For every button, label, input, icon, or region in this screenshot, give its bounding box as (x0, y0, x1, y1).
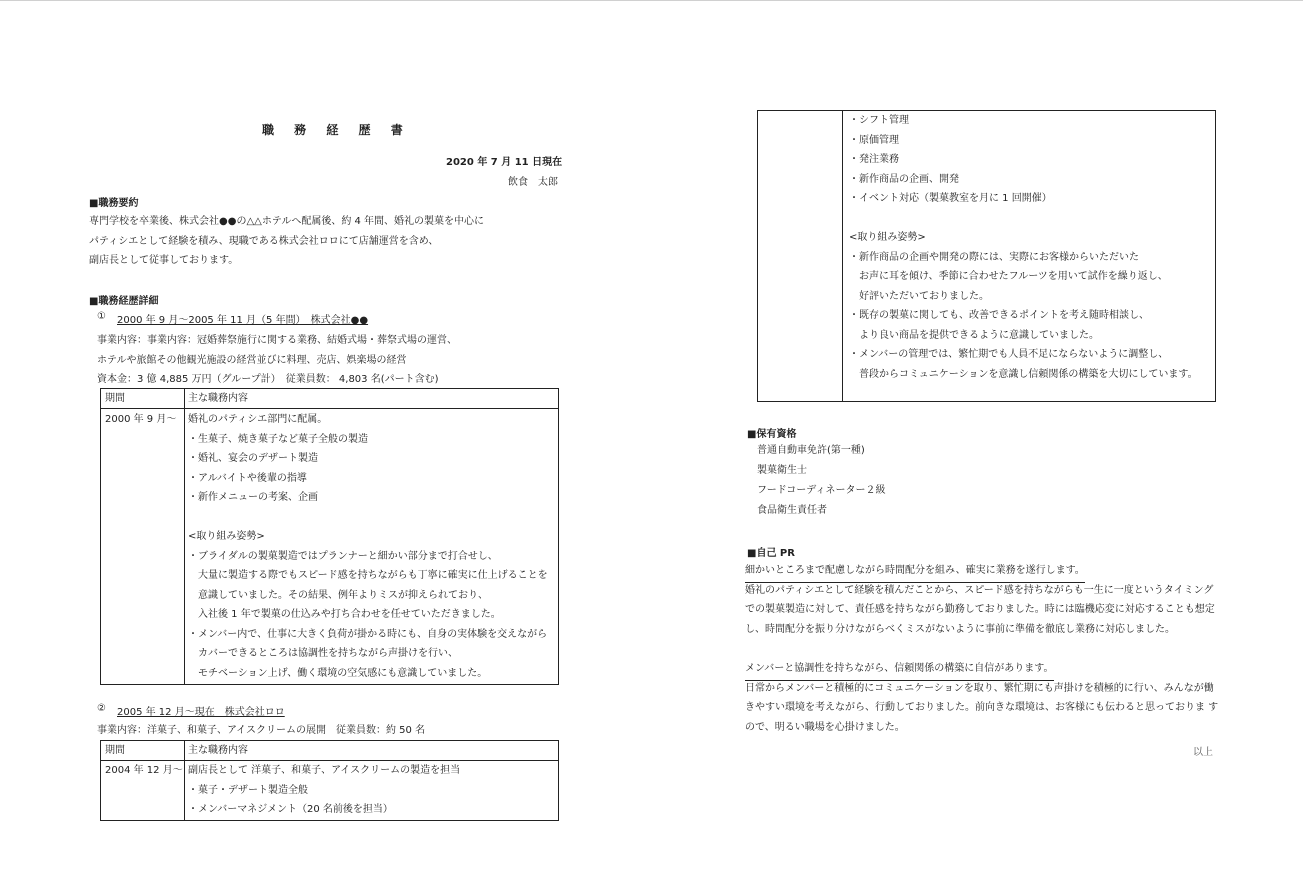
job1-number: ① (97, 311, 106, 322)
job1-desc-line: モチベーション上げ、働く環境の空気感にも意識していました。 (188, 667, 488, 679)
job1-desc-line: 入社後 1 年で製菓の仕込みや打ち合わせを任せていただきました。 (188, 609, 501, 620)
job1-desc-line: 婚礼のパティシエ部門に配属。 (188, 414, 328, 425)
job2-cont-line: ・新作商品の企画、開発 (849, 173, 959, 185)
job1-desc-line: 大量に製造する際でもスピード感を持ちながらも丁寧に確実に仕上げることを (188, 570, 548, 581)
top-border (0, 0, 1303, 1)
job2-cont-line: より良い商品を提供できるように意識していました。 (849, 329, 1099, 341)
pr-heading: ■自己 PR (747, 548, 795, 559)
qualification-item: フードコーディネーター２級 (757, 485, 886, 496)
qualification-item: 普通自動車免許(第一種) (757, 445, 865, 456)
job2-cont-line: ・イベント対応（製菓教室を月に 1 回開催） (849, 193, 1052, 204)
job1-info-line: 資本金：3 億 4,885 万円（グループ計） 従業員数： 4,803 名(パート含む) (97, 374, 439, 385)
job2-continued-period (758, 111, 843, 402)
pr-line: ので、明るい職場を心掛けました。 (745, 721, 905, 733)
job2-desc-line: ・菓子・デザート製造全般 (188, 784, 308, 796)
pr-headline (745, 659, 1218, 679)
job1-desc-line: カバーできるところは協調性を持ちながら声掛けを行い、 (188, 648, 458, 659)
job1-info-line: 事業内容：事業内容：冠婚葬祭施行に関する業務、結婚式場・葬祭式場の運営、 (97, 335, 457, 346)
job2-info-line: 事業内容：洋菓子、和菓子、アイスクリームの展開 従業員数：約 50 名 (97, 725, 426, 736)
job1-desc-line: ・婚礼、宴会のデザート製造 (188, 453, 318, 464)
job2-cont-line: ・原価管理 (849, 134, 899, 146)
job2-number: ② (97, 703, 106, 714)
job2-desc (185, 761, 559, 821)
summary-line: パティシエとして経験を積み、現職である株式会社ロロにて店舗運営を含め、 (89, 235, 439, 247)
job1-desc-line: 意識していました。その結果、例年よりミスが抑えられており、 (188, 589, 488, 601)
pr-headline (745, 561, 1215, 581)
job2-period-text: 2004 年 12 月～ (105, 765, 183, 776)
job1-desc-line: ・ブライダルの製菓製造ではプランナーと細かい部分まで打合せし、 (188, 550, 498, 562)
pr-line: での製菓製造に対して、責任感を持ちながら勤務しておりました。時には臨機応変に対応することも想定 (745, 604, 1215, 615)
job1-desc-line: <取り組み姿勢> (188, 531, 265, 542)
job1-title: 2000 年 9 月～2005 年 11 月（5 年間） 株式会社●● (117, 315, 369, 326)
job2-col-desc: 主な職務内容 (185, 741, 559, 761)
qualifications-heading: ■保有資格 (747, 429, 797, 440)
document-title: 職 務 経 歴 書 (262, 123, 411, 137)
summary-heading: ■職務要約 (89, 198, 139, 209)
job1-period-text: 2000 年 9 月～ (105, 414, 177, 425)
details-heading: ■職務経歴詳細 (89, 296, 159, 307)
job2-cont-line (849, 209, 1215, 229)
document-date: 2020 年 7 月 11 日現在 (446, 157, 563, 168)
job1-info (97, 331, 457, 390)
job2-title: 2005 年 12 月～現在 株式会社ロロ (117, 707, 285, 718)
job1-table (100, 388, 559, 685)
summary-text (89, 212, 484, 271)
job1-desc (185, 409, 559, 685)
job1-desc-line (188, 508, 558, 528)
qualifications-list (757, 441, 886, 521)
job1-col-desc: 主な職務内容 (185, 389, 559, 409)
job2-desc-line: 副店長として 洋菓子、和菓子、アイスクリームの製造を担当 (188, 765, 461, 776)
job1-period (101, 409, 185, 685)
pr-section-1 (745, 561, 1215, 639)
pr-line: 婚礼のパティシエとして経験を積んだことから、スピード感を持ちながらも一生に一度というタイミング (745, 584, 1214, 596)
job2-cont-line: <取り組み姿勢> (849, 232, 926, 243)
job2-table (100, 740, 559, 821)
job1-desc-line: ・アルバイトや後輩の指導 (188, 472, 307, 484)
qualification-item: 製菓衛生士 (757, 465, 807, 476)
applicant-name: 飲食 太郎 (508, 177, 558, 188)
job2-cont-line: 普段からコミュニケーションを意識し信頼関係の構築を大切にしています。 (849, 368, 1198, 380)
job1-desc-line: ・メンバー内で、仕事に大きく負荷が掛かる時にも、自身の実体験を交えながら (188, 628, 548, 640)
job2-continued-desc (843, 111, 1216, 402)
pr-headline-text: メンバーと協調性を持ちながら、信頼関係の構築に自信があります。 (745, 659, 1054, 681)
job2-table-continued (757, 110, 1216, 402)
job1-desc-line: ・生菓子、焼き菓子など菓子全般の製造 (188, 433, 368, 445)
summary-line: 専門学校を卒業後、株式会社●●の△△ホテルへ配属後、約 4 年間、婚礼の製菓を中心に (89, 216, 485, 227)
pr-line: し、時間配分を振り分けながらべくミスがないように事前に準備を徹底し業務に対応しました。 (745, 623, 1175, 635)
summary-line: 副店長として従事しております。 (89, 255, 239, 266)
job2-cont-line: ・発注業務 (849, 154, 899, 165)
job2-cont-line: お声に耳を傾け、季節に合わせたフルーツを用いて試作を繰り返し、 (849, 271, 1168, 282)
job2-cont-line: ・既存の製菓に関しても、改善できるポイントを考え随時相談し、 (849, 310, 1149, 321)
qualification-item: 食品衛生責任者 (757, 505, 827, 516)
job2-period (101, 761, 185, 821)
pr-line: 日常からメンバーと積極的にコミュニケーションを取り、繁忙期にも声掛けを積極的に行い、みんなが働 (745, 682, 1214, 694)
pr-headline-text: 細かいところまで配慮しながら時間配分を組み、確実に業務を遂行します。 (745, 561, 1085, 583)
job2-col-period: 期間 (101, 741, 185, 761)
job1-desc-line: ・新作メニューの考案、企画 (188, 492, 318, 503)
closing-text: 以上 (1193, 747, 1213, 758)
pr-line: きやすい環境を考えながら、行動しておりました。前向きな環境は、お客様にも伝わると思っておりま す (745, 702, 1219, 713)
job1-col-period: 期間 (101, 389, 185, 409)
job2-cont-line: ・シフト管理 (849, 115, 909, 126)
job1-info-line: ホテルや旅館その他観光施設の経営並びに料理、売店、娯楽場の経営 (97, 354, 407, 366)
job2-desc-line: ・メンバーマネジメント（20 名前後を担当） (188, 804, 393, 815)
pr-section-2 (745, 659, 1218, 737)
job2-cont-line: ・メンバーの管理では、繁忙期でも人員不足にならないように調整し、 (849, 349, 1169, 360)
job2-info (97, 721, 425, 741)
job2-cont-line: 好評いただいておりました。 (849, 290, 989, 302)
job2-cont-line: ・新作商品の企画や開発の際には、実際にお客様からいただいた (849, 251, 1139, 263)
